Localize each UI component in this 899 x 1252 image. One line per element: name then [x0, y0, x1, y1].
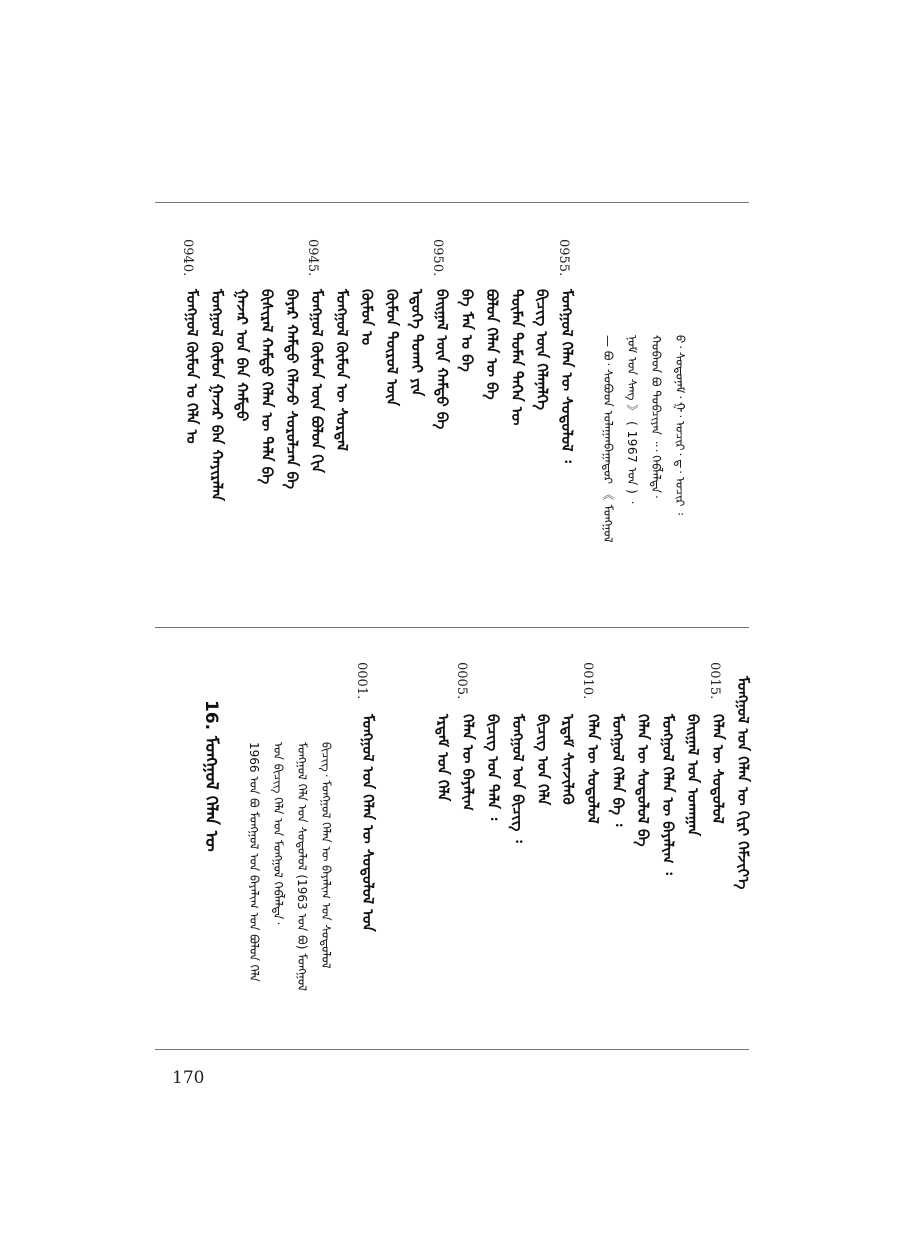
note-line: ᠮᠣᠩᠭᠣᠯ ᠬᠡᠯᠡ ᠤᠨ ᠰᠤᠳᠤᠯᠤᠯ (1963 ᠣᠨ ᠪᠣ) ᠮᠣᠩᠭᠣᠯ — [295, 742, 309, 992]
note-line: ᠤᠨ ᠪᠢᠴᠢᠭ ᠬᠡᠯᠡ ᠤᠨ ᠮᠣᠩᠭᠣᠯ ᠬᠡᠪᠯᠡᠯᠲᠡ᠂ — [271, 742, 285, 925]
verse-line: ᠪᠠ ᠮᠠᠨ ᠤ ᠪᠠ — [458, 289, 476, 372]
bottom-rule — [155, 1049, 749, 1050]
line-number: 0015. — [707, 662, 722, 700]
verse-line: ᠮᠣᠩᠭᠣᠯ ᠬᠡᠯᠡᠨ ᠦ ᠪᠠᠶᠠᠯᠢᠭ ᠄ — [659, 714, 677, 875]
verse-line: ᠬᠡᠯᠡᠨ ᠦ ᠰᠤᠳᠤᠯᠤᠯ — [709, 714, 727, 824]
line-number: 0001. — [354, 662, 369, 700]
verse-line: ᠮᠣᠩᠭᠣᠯ ᠬᠦᠮᠦᠨ ᠦ ᠰᠤᠷᠲᠠᠯ — [333, 289, 351, 452]
top-rule — [155, 202, 749, 203]
note-line: ᠪ᠂ ᠰᠣᠳᠤᠨᠠᠮ᠂ ᠭ᠂ ᠣᠴᠢᠷ᠂ ᠳ᠂ ᠣᠴᠢᠷ ᠄ — [673, 335, 687, 515]
note-line: — ᠪᠣ᠂ ᠰᠤᠪᠤᠳ ᠤᠯᠠᠭᠠᠨᠪᠠᠭᠠᠲᠤᠷ 《 ᠮᠣᠩᠭᠣᠯ — [601, 335, 615, 543]
verse-line: ᠪᠢᠴᠢᠭ ᠦᠨ ᠬᠡᠯᠡᠨᠡᠯᠭᠡ — [533, 289, 551, 410]
verse-line: ᠬᠡᠯᠡᠨ ᠦ ᠰᠤᠳᠤᠯᠤᠯ ᠪᠠ — [634, 714, 652, 847]
verse-line: ᠡᠷᠳᠡᠮ ᠤᠨ ᠬᠡᠯᠡ — [434, 714, 452, 802]
verse-line: ᠮᠣᠩᠭᠣᠯ ᠬᠡᠯᠡᠨ ᠪᠠ ᠄ — [609, 714, 627, 827]
upper-panel — [150, 205, 754, 625]
note-line: 1966 ᠣᠨ ᠪᠣ ᠮᠣᠩᠭᠣᠯ ᠤᠨ ᠪᠠᠶᠠᠯᠢᠭ ᠤᠨ ᠪᠣᠯᠤᠨ ᠬᠡᠯᠡ — [247, 742, 261, 982]
verse-line: ᠮᠣᠩᠭᠣᠯ ᠤᠨ ᠬᠡᠯᠡᠨ ᠦ ᠬᠢᠷᠢ ᠬᠡᠮᠵᠢᠶ᠎ᠡ — [734, 676, 752, 890]
note-line: ᠪᠢᠴᠢᠭ᠂ ᠮᠣᠩᠭᠣᠯ ᠬᠡᠯᠡᠨ ᠦ ᠪᠠᠶᠠᠯᠢᠭ ᠤᠨ ᠰᠤᠳᠤᠯᠤᠯ — [319, 742, 333, 969]
line-number: 0940. — [180, 239, 195, 277]
verse-line: ᠪᠢᠴᠢᠭ ᠤᠨ ᠲᠠᠯᠠ ᠄ — [484, 714, 502, 821]
verse-line: ᠡᠷᠳᠡᠮ ᠰᠢᠨᠵᠢᠯᠡᠬᠦ — [559, 714, 577, 805]
verse-line: ᠪᠢᠴᠢᠭ ᠤᠨ ᠬᠡᠯᠡ — [534, 714, 552, 806]
verse-line: ᠭᠠᠵᠠᠷ ᠤᠨ ᠪᠠᠨ ᠬᠠᠮᠲᠤ — [233, 289, 251, 422]
section-title: 16. ᠮᠣᠩᠭᠣᠯ ᠬᠡᠯᠡᠨ ᠦ — [201, 700, 221, 852]
verse-line: ᠮᠣᠩᠭᠣᠯ ᠬᠦᠮᠦᠨ ᠦᠨ ᠪᠤᠯᠤᠨ ᠬᠢᠨ — [308, 289, 326, 473]
verse-line: ᠪᠣᠯᠤᠨ ᠬᠡᠯᠡᠨ ᠦ ᠪᠠ — [483, 289, 501, 400]
middle-rule — [155, 627, 749, 628]
lower-panel — [150, 630, 754, 1046]
verse-line: ᠮᠣᠩᠭᠣᠯ ᠤᠨ ᠪᠢᠴᠢᠭ ᠄ — [509, 714, 527, 843]
line-number: 0005. — [454, 662, 469, 700]
verse-line: ᠲᠦᠮᠡᠨ ᠲᠤᠮᠡᠨ ᠲᠡᠭᠡᠨ ᠦ — [508, 289, 526, 426]
verse-line: ᠮᠣᠩᠭᠣᠯ ᠤᠨ ᠬᠡᠯᠡᠨ ᠦ ᠰᠤᠳᠤᠯᠤᠯ ᠤᠨ — [359, 714, 377, 932]
line-number: 0945. — [305, 239, 320, 277]
line-number: 0950. — [430, 239, 445, 277]
verse-line: ᠪᠢᠰᠢᠷᠡᠯ ᠬᠠᠮᠲᠤ ᠬᠡᠯᠡᠨ ᠦ ᠲᠠᠯᠠ ᠪᠠ — [258, 289, 276, 485]
verse-line: ᠬᠦᠮᠦᠨ ᠤ — [358, 289, 376, 346]
page-number: 170 — [172, 1068, 205, 1088]
verse-line: ᠮᠣᠩᠭᠣᠯ ᠬᠦᠮᠦᠨ ᠤ ᠬᠡᠯᠡ ᠤ — [183, 289, 201, 444]
verse-line: ᠬᠡᠯᠡᠨ ᠦ ᠰᠤᠳᠤᠯᠤᠯ — [584, 714, 602, 824]
line-number: 0955. — [556, 239, 571, 277]
note-line: ᠬᠣᠪᠠᠳ ᠪᠣ ᠲᠣᠪᠴᠢᠶᠠᠨ ᠃᠂ ᠬᠡᠪᠯᠡᠯᠲᠡ᠂ — [649, 335, 663, 498]
verse-line: ᠮᠣᠩᠭᠣᠯ ᠬᠡᠯᠡᠨ ᠦ ᠰᠤᠳᠤᠯᠤᠯ ᠄ — [558, 289, 576, 463]
line-number: 0010. — [580, 662, 595, 700]
verse-line: ᠪᠠᠢᠭᠠᠯ ᠦᠨ ᠬᠠᠮᠲᠤ ᠪᠠ — [433, 289, 451, 430]
verse-line: ᠬᠡᠯᠡᠨ ᠦ ᠪᠠᠶᠠᠯᠢᠭ — [459, 714, 477, 811]
verse-line: ᠬᠦᠮᠦᠨ ᠲᠦᠷᠦᠯ ᠦᠨ — [383, 289, 401, 407]
note-line: ᠨᠣᠮ ᠤᠨ ᠰᠠᠩ 》 ( 1967 ᠣᠨ ) ᠂ — [625, 335, 639, 504]
verse-line: ᠮᠣᠩᠭᠣᠯ ᠬᠦᠮᠦᠨ ᠭᠠᠵᠠᠷ ᠪᠠᠨ ᠬᠠᠶᠢᠷᠠᠯᠠᠨ — [208, 289, 226, 501]
verse-line: ᠪᠠᠢᠭᠠᠯ ᠤᠨ ᠤᠬᠠᠭᠠᠨ — [684, 714, 702, 837]
verse-line: ᠡᠳᠦᠭᠡ ᠲᠤᠬᠠᠢ ᠶᠢᠨ — [408, 289, 426, 397]
verse-line: ᠪᠠᠶᠠᠷ ᠬᠠᠮᠲᠤ ᠬᠡᠯᠡᠵᠦ ᠰᠤᠷᠤᠯᠴᠠᠨ ᠪᠠ — [283, 289, 301, 490]
